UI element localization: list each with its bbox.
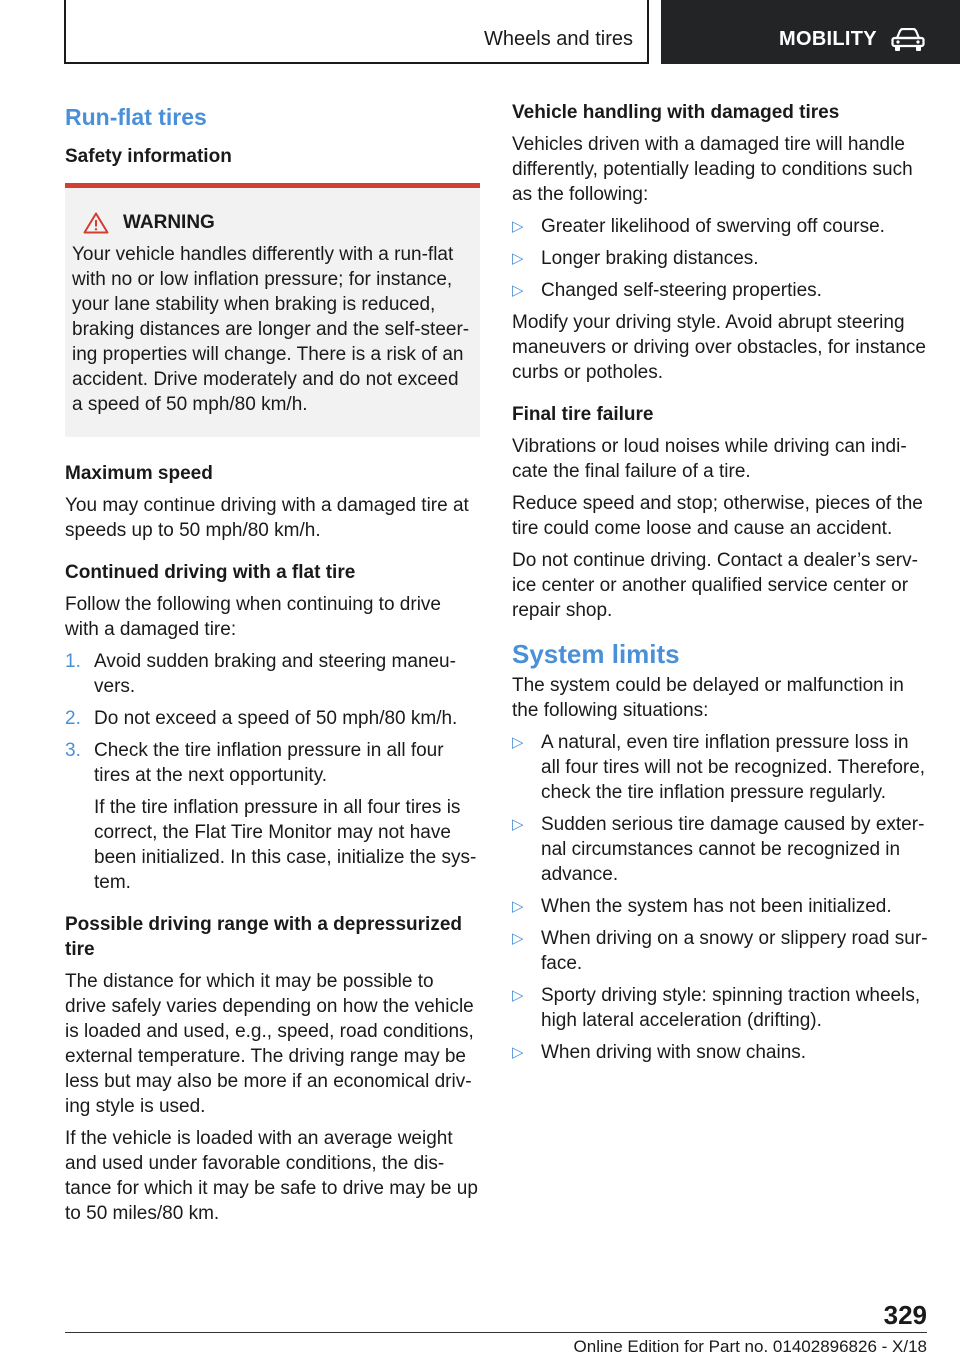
triangle-bullet-icon: ▷ [512,1044,524,1061]
car-icon [891,28,925,52]
triangle-bullet-icon: ▷ [512,218,524,235]
section-title: Run-flat tires [65,104,207,130]
list-item [512,730,928,805]
header-section-title: Wheels and tires [484,28,633,50]
handling-intro: Vehicles driven with a damaged tire will handle differently, potentially leading to conditions such as the following: [512,134,913,205]
list-item [512,214,928,239]
triangle-bullet-icon: ▷ [512,930,524,947]
header-chapter-title: MOBILITY [779,28,877,50]
system-limits-heading: System limits [512,639,680,669]
page-header [0,0,960,66]
step-text: Do not exceed a speed of 50 mph/80 km/h. [94,708,458,729]
list-item-text: When the system has not been initialized. [541,896,892,917]
step-number: 3. [65,740,81,761]
list-item [512,246,928,271]
list-item-text: Longer braking distances. [541,248,759,269]
list-item [65,706,480,731]
triangle-bullet-icon: ▷ [512,734,524,751]
driving-range-text-2: If the vehicle is loaded with an average weight and used under favorable conditions, the distance for which it may be safe to drive may be up to 50 miles/80 km. [65,1128,478,1224]
handling-heading: Vehicle handling with damaged tires [512,102,840,123]
flat-tire-intro: Follow the following when continuing to drive with a damaged tire: [65,594,441,640]
triangle-bullet-icon: ▷ [512,250,524,267]
step-text: Avoid sudden braking and steering maneuvers. [94,651,456,697]
system-limits-list [512,730,928,1065]
triangle-bullet-icon: ▷ [512,898,524,915]
list-item [512,983,928,1033]
tire-failure-heading: Final tire failure [512,404,654,425]
warning-triangle-icon [83,212,109,234]
list-item-text: Changed self-steering properties. [541,280,822,301]
tire-failure-text-2: Reduce speed and stop; otherwise, pieces of the tire could come loose and cause an accident. [512,493,923,539]
list-item-text: When driving on a snowy or slippery road surface. [541,928,928,974]
tire-failure-text: Vibrations or loud noises while driving can indicate the final failure of a tire. [512,436,907,482]
triangle-bullet-icon: ▷ [512,816,524,833]
footer-divider [65,1332,927,1333]
page-number: 329 [883,1300,927,1330]
list-item [65,738,480,895]
steps-list [65,649,480,895]
triangle-bullet-icon: ▷ [512,282,524,299]
footer-edition: Online Edition for Part no. 01402896826 - X/18 [573,1337,927,1356]
handling-outro: Modify your driving style. Avoid abrupt steering maneuvers or driving over obstacles, for instance curbs or potholes. [512,312,926,383]
list-item [65,649,480,699]
list-item-text: A natural, even tire inflation pressure loss in all four tires will not be recognized. Therefore, check the tire inflation pressure regularly. [541,732,926,803]
driving-range-heading: Possible driving range with a depressurized tire [65,914,462,960]
system-limits-intro: The system could be delayed or malfunction in the following situations: [512,675,904,721]
list-item [512,894,928,919]
step-subtext: If the tire inflation pressure in all four tires is correct, the Flat Tire Monitor may not have been initialized. In this case, initialize the system. [94,797,477,893]
list-item-text: Greater likelihood of swerving off course. [541,216,885,237]
step-text: Check the tire inflation pressure in all four tires at the next opportunity. [94,740,444,786]
max-speed-text: You may continue driving with a damaged tire at speeds up to 50 mph/80 km/h. [65,495,469,541]
flat-tire-heading: Continued driving with a flat tire [65,562,356,583]
list-item [512,1040,928,1065]
header-chapter-box [661,0,960,64]
driving-range-text: The distance for which it may be possible to drive safely varies depending on how the vehicle is loaded and used, e.g., speed, road conditions, external temperature. The driving range may be less but may also be more if an economical driving style is used. [65,971,474,1117]
header-section-box [64,0,649,64]
step-number: 2. [65,708,81,729]
list-item [512,812,928,887]
triangle-bullet-icon: ▷ [512,987,524,1004]
warning-text: Your vehicle handles differently with a run-flat with no or low inflation pressure; for instance, your lane stability when braking is reduced, braking distances are longer and the self-steering properties will change. There is a risk of an accident. Drive moderately and do not exceed a speed of 50 mph/80 km/h. [72,244,470,415]
list-item-text: When driving with snow chains. [541,1042,807,1063]
tire-failure-text-3: Do not continue driving. Contact a dealer’s service center or another qualified service center or repair shop. [512,550,918,621]
warning-box [65,183,480,437]
warning-title [72,210,472,235]
warning-label: WARNING [123,212,215,233]
list-item [512,926,928,976]
handling-list [512,214,928,303]
list-item [512,278,928,303]
left-column [65,100,480,1233]
step-number: 1. [65,651,81,672]
list-item-text: Sporty driving style: spinning traction wheels, high lateral acceleration (drifting). [541,985,921,1031]
max-speed-heading: Maximum speed [65,463,213,484]
safety-heading: Safety information [65,146,232,167]
right-column [512,100,928,1072]
list-item-text: Sudden serious tire damage caused by external circumstances cannot be recognized in advance. [541,814,925,885]
